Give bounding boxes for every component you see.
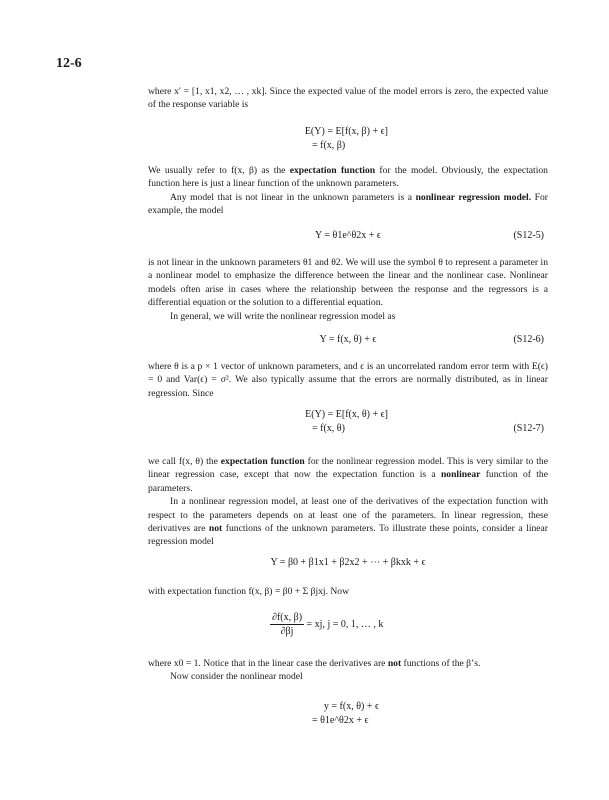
equation-expected-value-linear [148, 126, 548, 140]
derivative-fraction [270, 612, 304, 637]
paragraph-text: Now consider the nonlinear model [170, 671, 303, 683]
bold-term: not [387, 658, 402, 669]
equation-nonlinear-model [148, 701, 548, 715]
equation-lhs: y = f(x, θ) + ϵ [323, 701, 379, 712]
equation-expression: Y = θ1e^θ2x + ϵ [315, 230, 381, 241]
paragraph-nonlinear-definition [148, 256, 548, 323]
text-span: functions of the unknown parameters. To illustrate these points, consider a linear regression model [148, 523, 548, 548]
paragraph-text [148, 455, 548, 495]
text-span: Any model that is not linear in the unknown parameters is a [170, 191, 416, 203]
bold-term: nonlinear regression model. [415, 191, 532, 203]
paragraph-text [148, 657, 548, 670]
equation-derivative [148, 612, 548, 648]
paragraph-linear-expectation [148, 585, 548, 598]
text-span: We usually refer to f(x, β) as the [148, 165, 290, 176]
text-span: for the model. Obviously, the expectation function here is just a linear function of the unknown parameters. [148, 165, 548, 190]
fraction-denominator: ∂βj [280, 626, 294, 637]
equation-rhs: = f(x, θ) [312, 423, 345, 434]
equation-nonlinear-model-line2 [148, 715, 548, 729]
text-span: for the nonlinear regression model. This is very similar to the linear regression case, except that now the expectation function is a [148, 456, 548, 481]
paragraph-text [148, 191, 548, 218]
equation-tag: (S12-7) [513, 423, 544, 434]
paragraph-text: where θ is a p × 1 vector of unknown parameters, and ϵ is an uncorrelated random error term with E(ϵ) = 0 and Var(ϵ) = σ². We also typically assume that the errors are normally distributed, as in linear regression. Since [148, 361, 548, 399]
equation-s12-6 [148, 334, 548, 348]
bold-term: expectation function [289, 165, 376, 176]
derivative-expression [270, 612, 383, 637]
text-span: For example, the model [148, 191, 548, 217]
equation-s12-5 [148, 230, 548, 244]
derivative-rhs: = xj, j = 0, 1, … , k [306, 619, 384, 630]
equation-linear-model [148, 557, 548, 571]
equation-rhs: = f(x, β) [312, 140, 346, 151]
equation-s12-7 [148, 409, 548, 423]
paragraph-expectation-function [148, 164, 548, 218]
text-span: In a nonlinear regression model, at least one of the derivatives of the expectation function with respect to the parameters depends on at least one of the parameters. In linear regression, these derivatives are [148, 496, 548, 535]
bold-term: not [208, 523, 223, 535]
equation-expression: Y = β0 + β1x1 + β2x2 + ⋯ + βkxk + ϵ [270, 557, 426, 568]
equation-s12-7-line2 [148, 423, 548, 437]
bold-term: nonlinear [440, 469, 481, 481]
text-span: we call f(x, θ) the [148, 456, 221, 467]
equation-tag: (S12-5) [513, 230, 544, 241]
paragraph-text: In general, we will write the nonlinear regression model as [170, 310, 396, 322]
paragraph-text: is not linear in the unknown parameters θ1 and θ2. We will use the symbol θ to represent a parameter in a nonlinear model to emphasize the difference between the linear and the nonlinear case. Nonlinear models often arise in cases where the relationship between the response and the regressors is a differential equation or the solution to a differential equation. [148, 257, 548, 309]
equation-lhs: E(Y) = E[f(x, θ) + ϵ] [305, 409, 388, 420]
equation-expected-value-linear-line2 [148, 140, 548, 154]
text-span: functions of the β’s. [401, 658, 481, 669]
equation-expression: Y = f(x, θ) + ϵ [319, 334, 377, 345]
equation-tag: (S12-6) [513, 334, 544, 345]
paragraph-text [148, 495, 548, 549]
bold-term: expectation function [220, 456, 305, 467]
text-span: function of the parameters. [148, 469, 548, 494]
paragraph-text: where x′ = [1, x1, x2, … , xk]. Since the expected value of the model errors is zero, the expected value of the response variable is [148, 86, 548, 111]
paragraph-text [148, 164, 548, 191]
equation-rhs: = θ1e^θ2x + ϵ [312, 715, 369, 726]
paragraph-text: with expectation function f(x, β) = β0 + Σ βjxj. Now [148, 586, 350, 597]
fraction-numerator: ∂f(x, β) [272, 612, 303, 623]
equation-lhs: E(Y) = E[f(x, β) + ϵ] [304, 126, 388, 137]
paragraph-parameter-vector [148, 360, 548, 400]
paragraph-intro [148, 85, 548, 112]
page-number: 12-6 [56, 56, 82, 71]
paragraph-nonlinear-expectation [148, 455, 548, 549]
text-span: where x0 = 1. Notice that in the linear case the derivatives are [148, 658, 388, 669]
paragraph-linear-derivatives [148, 657, 548, 684]
